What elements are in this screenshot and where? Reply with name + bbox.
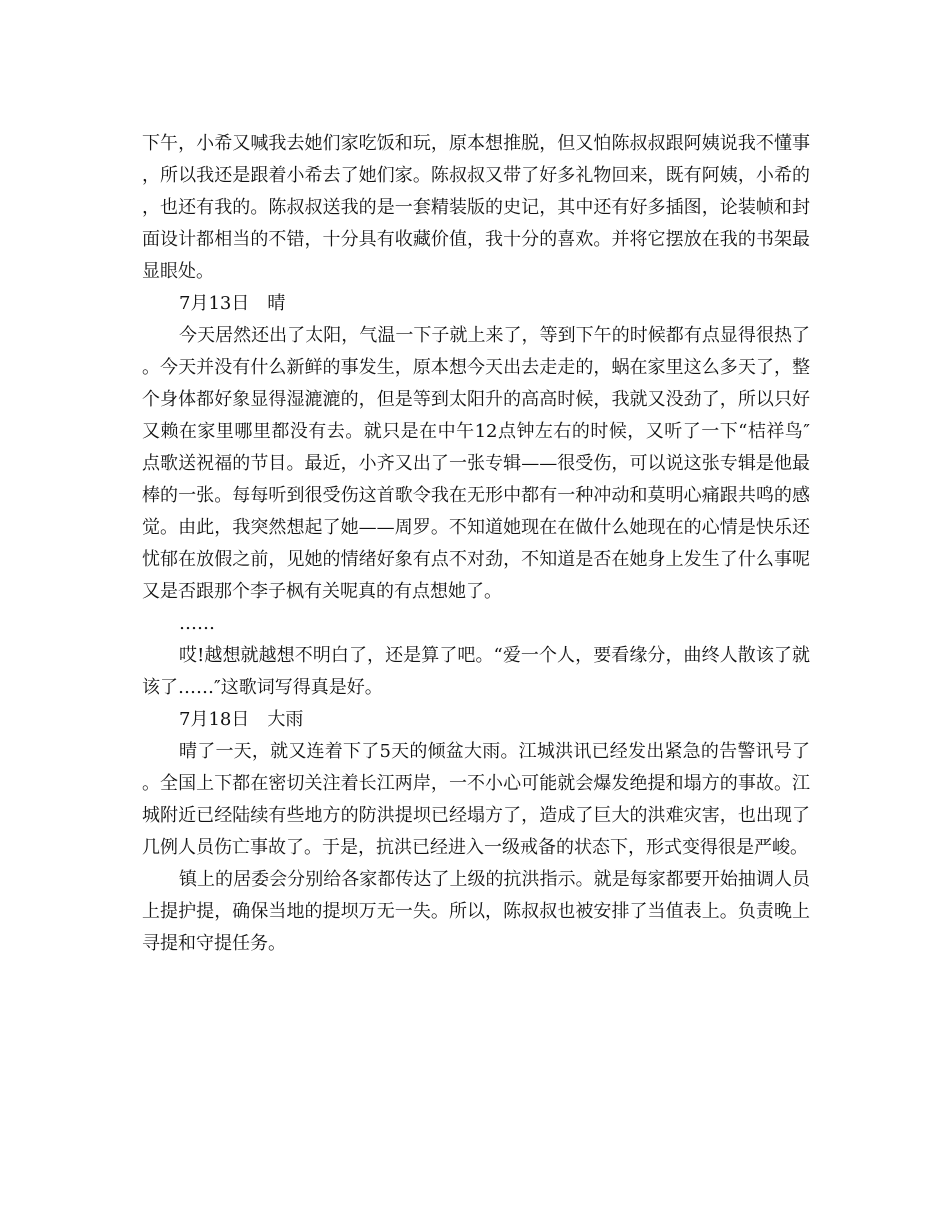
document-body	[142, 128, 810, 960]
paragraph: 晴了一天，就又连着下了5天的倾盆大雨。江城洪讯已经发出紧急的告警讯号了。全国上下都在密切关注着长江两岸，一不小心可能就会爆发绝提和塌方的事故。江城附近已经陆续有些地方的防洪提坝已经塌方了，造成了巨大的洪难灾害，也出现了几例人员伤亡事故了。于是，抗洪已经进入一级戒备的状态下，形式变得很是严峻。	[142, 741, 810, 858]
paragraph-continued: 下午，小希又喊我去她们家吃饭和玩，原本想推脱，但又怕陈叔叔跟阿姨说我不懂事，所以我还是跟着小希去了她们家。陈叔叔又带了好多礼物回来，既有阿姨，小希的，也还有我的。陈叔叔送我的是一套精装版的史记，其中还有好多插图，论装帧和封面设计都相当的不错，十分具有收藏价值，我十分的喜欢。并将它摆放在我的书架最显眼处。	[142, 133, 810, 282]
diary-date-heading: 7月13日 晴	[179, 293, 286, 314]
paragraph: 今天居然还出了太阳，气温一下子就上来了，等到下午的时候都有点显得很热了。今天并没有什么新鲜的事发生，原本想今天出去走走的，蜗在家里这么多天了，整个身体都好象显得湿漉漉的，但是等到太阳升的高高时候，我就又没劲了，所以只好又赖在家里哪里都没有去。就只是在中午12点钟左右的时候，又听了一下“桔祥鸟″点歌送祝福的节目。最近，小齐又出了一张专辑——很受伤，可以说这张专辑是他最棒的一张。每每听到很受伤这首歌令我在无形中都有一种冲动和莫明心痛跟共鸣的感觉。由此，我突然想起了她——周罗。不知道她现在在做什么她现在的心情是快乐还忧郁在放假之前，见她的情绪好象有点不对劲，不知道是否在她身上发生了什么事呢又是否跟那个李子枫有关呢真的有点想她了。	[142, 325, 810, 602]
diary-date-heading: 7月18日 大雨	[179, 709, 304, 730]
paragraph: 哎!越想就越想不明白了，还是算了吧。“爱一个人，要看缘分，曲终人散该了就该了……″这歌词写得真是好。	[142, 645, 810, 698]
paragraph-ellipsis: ……	[179, 613, 215, 634]
paragraph: 镇上的居委会分别给各家都传达了上级的抗洪指示。就是每家都要开始抽调人员上提护提，确保当地的提坝万无一失。所以，陈叔叔也被安排了当值表上。负责晚上寻提和守提任务。	[142, 869, 810, 954]
